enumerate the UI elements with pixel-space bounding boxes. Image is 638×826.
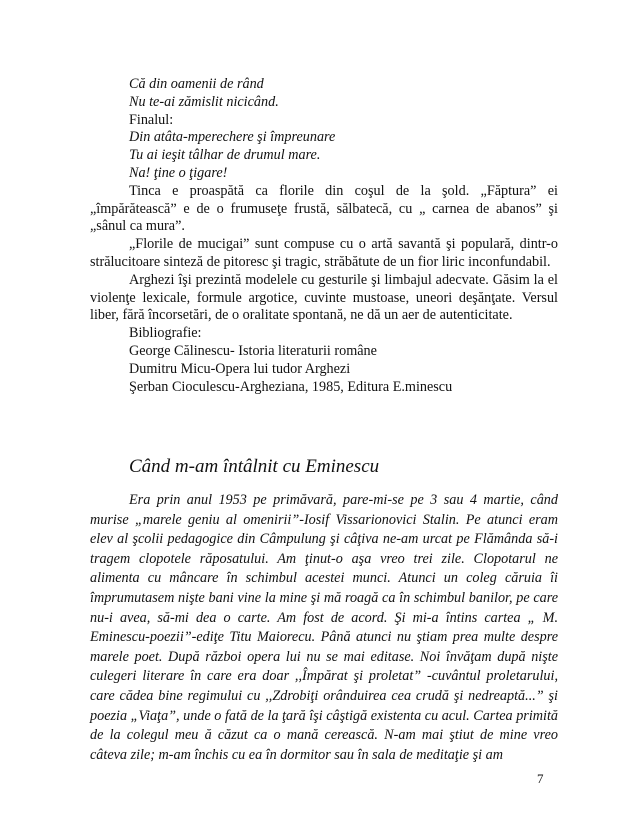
story-paragraph: Era prin anul 1953 pe primăvară, pare-mi-se pe 3 sau 4 martie, când murise „marele geniu al omenirii”-Iosif Vissarionovici Stalin. Pe atunci eram elev al şcolii pedagogice din Câmpulung şi câţiva ne-am urcat pe Flămânda să-i tragem clopotele răposatului. Am ţinut-o aşa vreo trei zile. Clopotarul ne alimenta cu mâncare în schimbul acestei munci. Atunci un coleg căruia îi împrumutasem nişte bani vine la mine şi mă roagă ca în schimbul banilor, pe care nu-i avea, să-mi dea o carte. Am fost de acord. Şi mi-a întins cartea „ M. Eminescu-poezii”-ediţe Titu Maiorecu. Până atunci nu ştiam prea multe despre marele poet. După război opera lui nu se mai editase. Noi învăţam după nişte culegeri literare în care era doar ,,Împărat şi proletat” -cuvântul proletarului, care cădea bine regimului cu ,,Zdrobiţi orânduirea cea crudă şi nedreaptă...” şi poezia „Viaţa”, unde o fată de la ţară îşi câştigă existenta cu acul. Cartea primită de la colegul meu ă căzut ca o mană cerească. N-am mai ştiut de mine vreo câteva zile; m-am închis cu ea în dormitor sau în sala de meditaţie şi am bbox=[90, 492, 558, 763]
finale-label: Finalul: bbox=[129, 111, 174, 128]
finale-line: Din atâta-mperechere şi împreunare bbox=[129, 129, 336, 146]
bibliography-entry: Şerban Cioculescu-Argheziana, 1985, Editura E.minescu bbox=[129, 378, 453, 395]
paragraph: Tinca e proaspătă ca florile din coşul de la şold. „Făptura” ei „împărătească” e de o frumuseţe frustă, sălbatecă, cu „ carnea de abanos” şi „sânul ca mura”. bbox=[90, 182, 558, 235]
finale-line: Na! ţine o ţigare! bbox=[129, 164, 228, 181]
paragraph: „Florile de mucigai” sunt compuse cu o artă savantă şi populară, dintr-o strălucitoare sinteză de pitoresc şi tragic, străbătute de un fior liric inconfundabil. bbox=[90, 236, 558, 270]
poem-excerpt bbox=[90, 76, 558, 396]
section-title: Când m-am întâlnit cu Eminescu bbox=[129, 456, 380, 477]
finale-line: Tu ai ieşit tâlhar de drumul mare. bbox=[129, 147, 321, 164]
paragraph: Arghezi îşi prezintă modelele cu gesturile şi limbajul adecvate. Găsim la el violenţe lexicale, formule argotice, cuvinte mustoase, uneori deşănţate. Versul liber, fără încorsetări, de o oralitate spontană, ne dă un aer de autenticitate. bbox=[90, 271, 558, 324]
bibliography-label: Bibliografie: bbox=[129, 325, 202, 342]
bibliography-entry: George Călinescu- Istoria literaturii române bbox=[129, 342, 377, 359]
poem-line: Nu te-ai zămislit nicicând. bbox=[129, 93, 279, 110]
bibliography-entry: Dumitru Micu-Opera lui tudor Arghezi bbox=[129, 360, 351, 377]
page-number: 7 bbox=[537, 771, 544, 786]
poem-line: Că din oamenii de rând bbox=[129, 76, 264, 92]
